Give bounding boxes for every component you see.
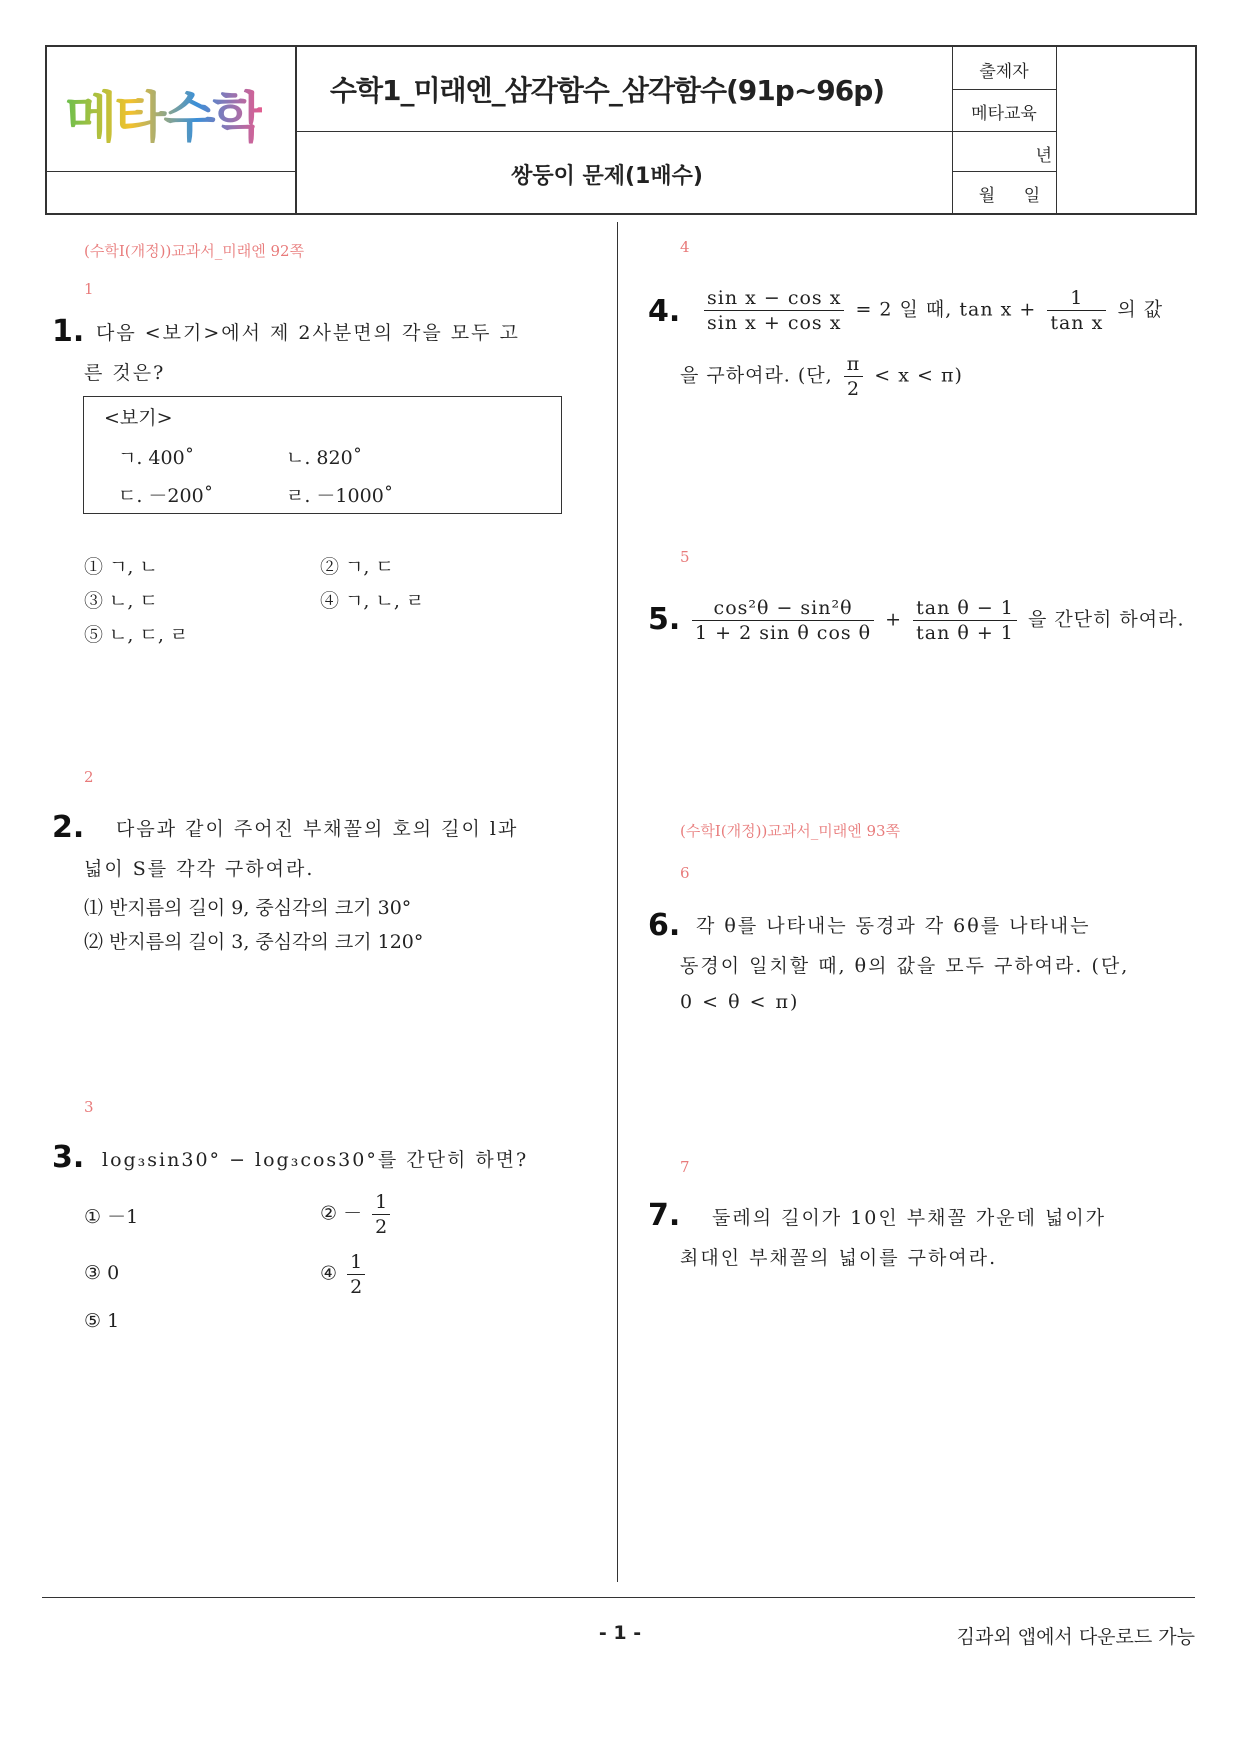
question-text: 각 θ를 나타내는 동경과 각 6θ를 나타내는 xyxy=(696,915,1091,937)
question-text: 른 것은? xyxy=(84,362,166,384)
example-item: ㄱ. 400˚ xyxy=(118,447,195,469)
question-index: 2 xyxy=(84,768,94,786)
column-divider xyxy=(617,222,618,1582)
question-text: 최대인 부채꼴의 넓이를 구하여라. xyxy=(680,1247,998,1269)
answer-option: ① ㄱ, ㄴ xyxy=(84,556,158,578)
answer-option: ③ ㄴ, ㄷ xyxy=(84,590,158,612)
example-box xyxy=(83,396,562,514)
question-text: $\frac{\text{sin x − cos x}}{\text{sin x + cos x}}$ = 2 일 때, tan x + $\frac{1}{\text{tan x}}$ 의 값 xyxy=(700,286,1163,335)
question-text: 넓이 S를 각각 구하여라. xyxy=(84,858,315,880)
author-value: 메타교육 xyxy=(971,104,1037,124)
question-number: 3. xyxy=(52,1140,85,1175)
question-index: 5 xyxy=(680,548,690,566)
download-note: 김과외 앱에서 다운로드 가능 xyxy=(956,1626,1195,1648)
logo xyxy=(65,75,285,147)
answer-option: ② ㄱ, ㄷ xyxy=(320,556,394,578)
day-label: 일 xyxy=(1023,186,1041,206)
question-number: 6. xyxy=(648,908,681,943)
footer-rule xyxy=(42,1597,1195,1598)
question-text: 다음 <보기>에서 제 2사분면의 각을 모두 고 xyxy=(96,322,520,344)
answer-option: ④ ㄱ, ㄴ, ㄹ xyxy=(320,590,425,612)
question-text: 을 구하여라. (단, $\frac{\pi}{2}$ < x < π) xyxy=(680,353,963,400)
author-label: 출제자 xyxy=(979,62,1029,82)
answer-option: ⑤ 1 xyxy=(84,1310,120,1332)
question-text: 동경이 일치할 때, θ의 값을 모두 구하여라. (단, xyxy=(680,955,1130,977)
source-label: (수학I(개정))교과서_미래엔 92쪽 xyxy=(84,242,305,260)
answer-option: ⑤ ㄴ, ㄷ, ㄹ xyxy=(84,624,189,646)
source-label: (수학I(개정))교과서_미래엔 93쪽 xyxy=(680,822,901,840)
question-index: 6 xyxy=(680,864,690,882)
question-number: 2. xyxy=(52,810,85,845)
header-table xyxy=(45,45,1197,215)
question-text: 둘레의 길이가 10인 부채꼴 가운데 넓이가 xyxy=(712,1207,1107,1229)
document-title: 수학1_미래엔_삼각함수_삼각함수(91p~96p) xyxy=(329,74,885,107)
logo-text: 메타수학 xyxy=(65,86,262,149)
sub-question: ⑵ 반지름의 길이 3, 중심각의 크기 120° xyxy=(84,931,424,953)
answer-option: ② － $\frac{1}{2}$ xyxy=(320,1190,394,1239)
question-number: 4. xyxy=(648,294,681,329)
question-text: 0 < θ < π) xyxy=(680,991,800,1013)
question-number: 1. xyxy=(52,314,85,349)
answer-option: ① －1 xyxy=(84,1206,139,1228)
question-text: $\frac{\text{cos²θ − sin²θ}}{\text{1 + 2 sin θ cos θ}}$ + $\frac{\text{tan θ − 1}}{\text{tan θ + 1}}$ 을 간단히 하여라. xyxy=(688,596,1185,645)
page-number: - 1 - xyxy=(598,1622,642,1644)
question-number: 7. xyxy=(648,1198,681,1233)
example-box-title: <보기> xyxy=(104,407,173,429)
year-label: 년 xyxy=(1035,146,1052,166)
example-item: ㄷ. －200˚ xyxy=(118,485,214,507)
answer-option: ③ 0 xyxy=(84,1262,120,1284)
question-index: 1 xyxy=(84,280,94,298)
document-subtitle: 쌍둥이 문제(1배수) xyxy=(511,164,703,189)
question-text: log₃sin30° − log₃cos30°를 간단히 하면? xyxy=(102,1149,529,1171)
example-item: ㄹ. －1000˚ xyxy=(286,485,394,507)
answer-option: ④ $\frac{1}{2}$ xyxy=(320,1250,369,1299)
sub-question: ⑴ 반지름의 길이 9, 중심각의 크기 30° xyxy=(84,897,412,919)
example-item: ㄴ. 820˚ xyxy=(286,447,363,469)
question-index: 3 xyxy=(84,1098,94,1116)
question-index: 4 xyxy=(680,238,690,256)
question-text: 다음과 같이 주어진 부채꼴의 호의 길이 l과 xyxy=(116,818,519,840)
question-index: 7 xyxy=(680,1158,690,1176)
month-label: 월 xyxy=(978,186,996,206)
question-number: 5. xyxy=(648,602,681,637)
